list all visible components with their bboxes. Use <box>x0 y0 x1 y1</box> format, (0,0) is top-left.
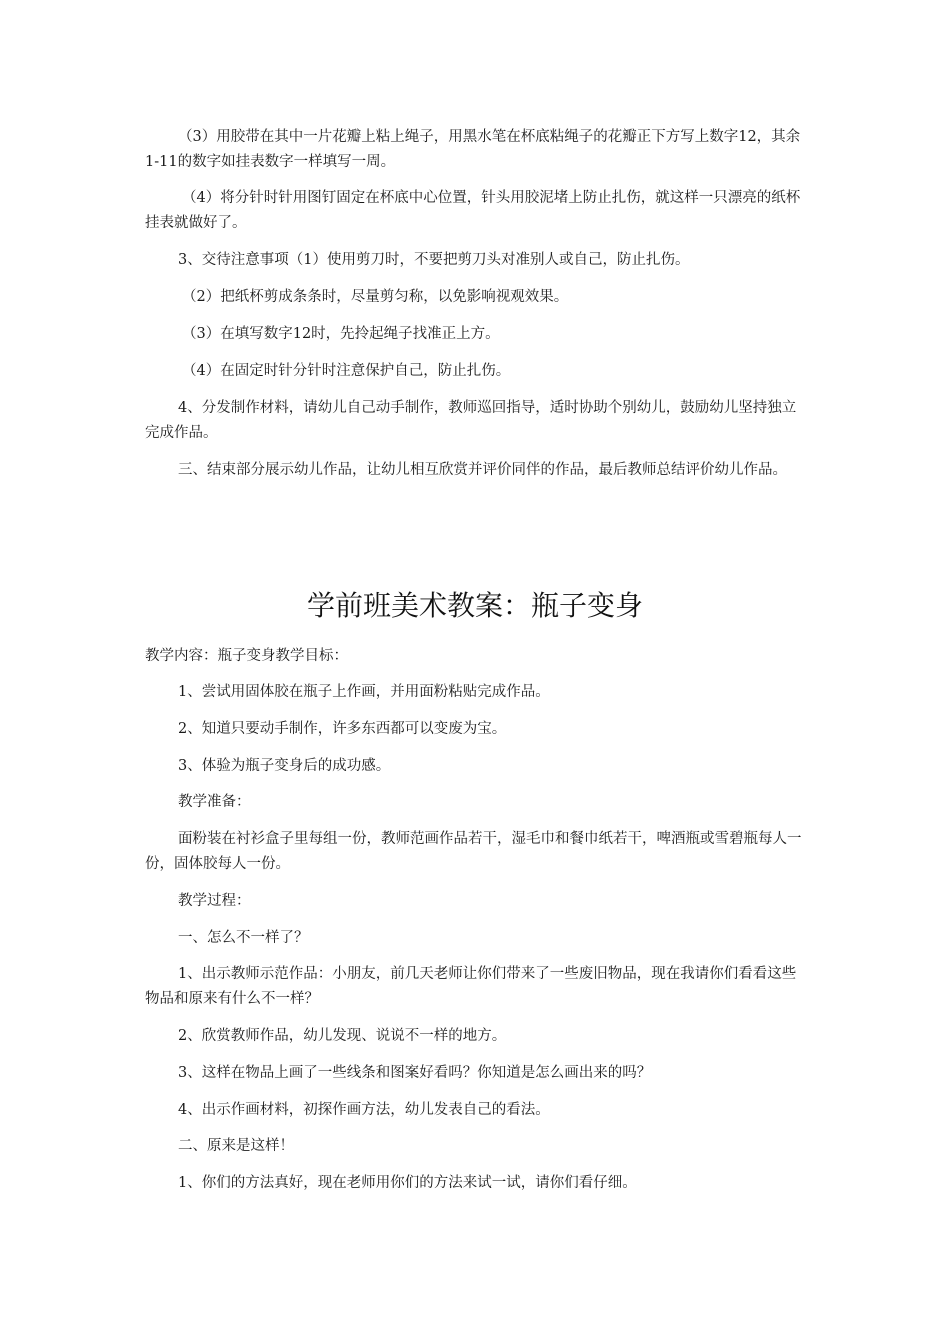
paragraph-content-goals: 教学内容：瓶子变身教学目标： <box>145 648 348 664</box>
paragraph-process-heading: 教学过程： <box>178 893 251 909</box>
paragraph-distribute-materials: 4、分发制作材料，请幼儿自己动手制作，教师巡回指导，适时协助个别幼儿，鼓励幼儿坚持独立完成作品。 <box>145 400 797 441</box>
paragraph-notes-2: （2）把纸杯剪成条条时，尽量剪匀称，以免影响视观效果。 <box>182 289 569 305</box>
paragraph-part-1-step-2: 2、欣赏教师作品，幼儿发现、说说不一样的地方。 <box>178 1028 507 1044</box>
paragraph-notes-1: 3、交待注意事项（1）使用剪刀时，不要把剪刀头对准别人或自己，防止扎伤。 <box>178 252 690 268</box>
paragraph-part-1-step-1: 1、出示教师示范作品：小朋友，前几天老师让你们带来了一些废旧物品，现在我请你们看看这些物品和原来有什么不一样？ <box>145 966 797 1007</box>
paragraph-notes-4: （4）在固定时针分针时注意保护自己，防止扎伤。 <box>182 363 511 379</box>
lesson-title: 学前班美术教案：瓶子变身 <box>306 589 643 622</box>
paragraph-notes-3: （3）在填写数字12时，先拎起绳子找准正上方。 <box>182 326 500 342</box>
paragraph-goal-3: 3、体验为瓶子变身后的成功感。 <box>178 758 391 774</box>
paragraph-part-1-heading: 一、怎么不一样了？ <box>178 930 309 946</box>
paragraph-part-2-heading: 二、原来是这样！ <box>178 1138 294 1154</box>
paragraph-part-1-step-3: 3、这样在物品上画了一些线条和图案好看吗？你知道是怎么画出来的吗？ <box>178 1065 652 1081</box>
paragraph-part-2-step-1: 1、你们的方法真好，现在老师用你们的方法来试一试，请你们看仔细。 <box>178 1175 637 1191</box>
paragraph-closing: 三、结束部分展示幼儿作品，让幼儿相互欣赏并评价同伴的作品，最后教师总结评价幼儿作品。 <box>178 462 787 478</box>
paragraph-part-1-step-4: 4、出示作画材料，初探作画方法，幼儿发表自己的看法。 <box>178 1102 550 1118</box>
paragraph-step-3: （3）用胶带在其中一片花瓣上粘上绳子，用黑水笔在杯底粘绳子的花瓣正下方写上数字12，其余1-11的数字如挂表数字一样填写一周。 <box>145 129 801 170</box>
paragraph-goal-2: 2、知道只要动手制作，许多东西都可以变废为宝。 <box>178 721 507 737</box>
paragraph-prep-materials: 面粉装在衬衫盒子里每组一份，教师范画作品若干，湿毛巾和餐巾纸若干，啤酒瓶或雪碧瓶每人一份，固体胶每人一份。 <box>145 831 802 872</box>
paragraph-goal-1: 1、尝试用固体胶在瓶子上作画，并用面粉粘贴完成作品。 <box>178 684 550 700</box>
paragraph-prep-heading: 教学准备： <box>178 794 251 810</box>
paragraph-step-4: （4）将分针时针用图钉固定在杯底中心位置，针头用胶泥堵上防止扎伤，就这样一只漂亮的纸杯挂表就做好了。 <box>145 190 801 231</box>
